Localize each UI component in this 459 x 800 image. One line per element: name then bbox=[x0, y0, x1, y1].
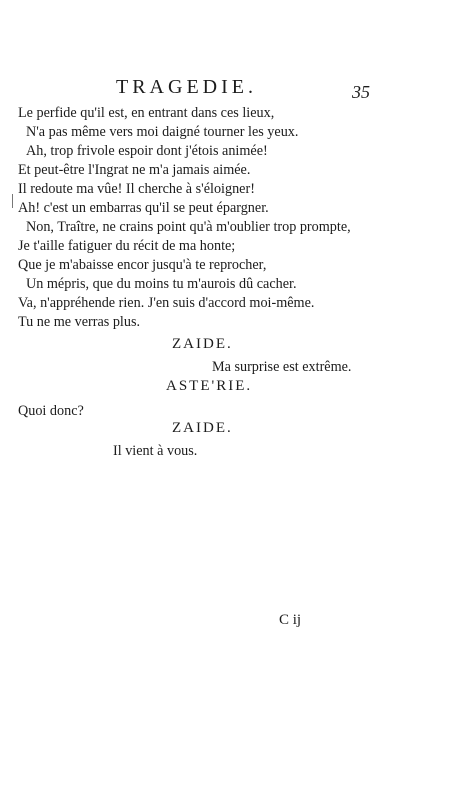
dialogue-line: Ma surprise est extrême. bbox=[212, 359, 352, 375]
verse-line-6: Ah! c'est un embarras qu'il se peut épargner. bbox=[18, 200, 269, 216]
speaker-name: ZAIDE. bbox=[172, 420, 233, 436]
verse-line-12: Tu ne me verras plus. bbox=[18, 314, 141, 330]
verse-line-9: Que je m'abaisse encor jusqu'à te reprocher, bbox=[18, 257, 267, 273]
dialogue-line: Il vient à vous. bbox=[113, 443, 198, 459]
speaker-name: ZAIDE. bbox=[172, 336, 233, 352]
page-number: 35 bbox=[352, 82, 370, 102]
running-title: TRAGEDIE. bbox=[116, 76, 257, 98]
dialogue-line: Quoi donc? bbox=[18, 403, 84, 419]
speaker-name: ASTE'RIE. bbox=[166, 378, 253, 394]
signature-mark: C ij bbox=[279, 612, 302, 628]
verse-line-2: N'a pas même vers moi daigné tourner les yeux. bbox=[26, 124, 299, 140]
verse-line-5: Il redoute ma vûe! Il cherche à s'éloigner! bbox=[18, 181, 255, 197]
verse-line-8: Je t'aille fatiguer du récit de ma honte; bbox=[18, 238, 236, 254]
verse-line-4: Et peut-être l'Ingrat ne m'a jamais aimée. bbox=[18, 162, 251, 178]
verse-line-3: Ah, trop frivole espoir dont j'étois animée! bbox=[26, 143, 268, 159]
verse-line-7: Non, Traître, ne crains point qu'à m'oublier trop prompte, bbox=[26, 219, 351, 235]
verse-line-11: Va, n'appréhende rien. J'en suis d'accord moi-même. bbox=[18, 295, 315, 311]
margin-mark bbox=[12, 194, 13, 208]
verse-line-10: Un mépris, que du moins tu m'aurois dû cacher. bbox=[26, 276, 297, 292]
verse-line-1: Le perfide qu'il est, en entrant dans ces lieux, bbox=[18, 105, 275, 121]
